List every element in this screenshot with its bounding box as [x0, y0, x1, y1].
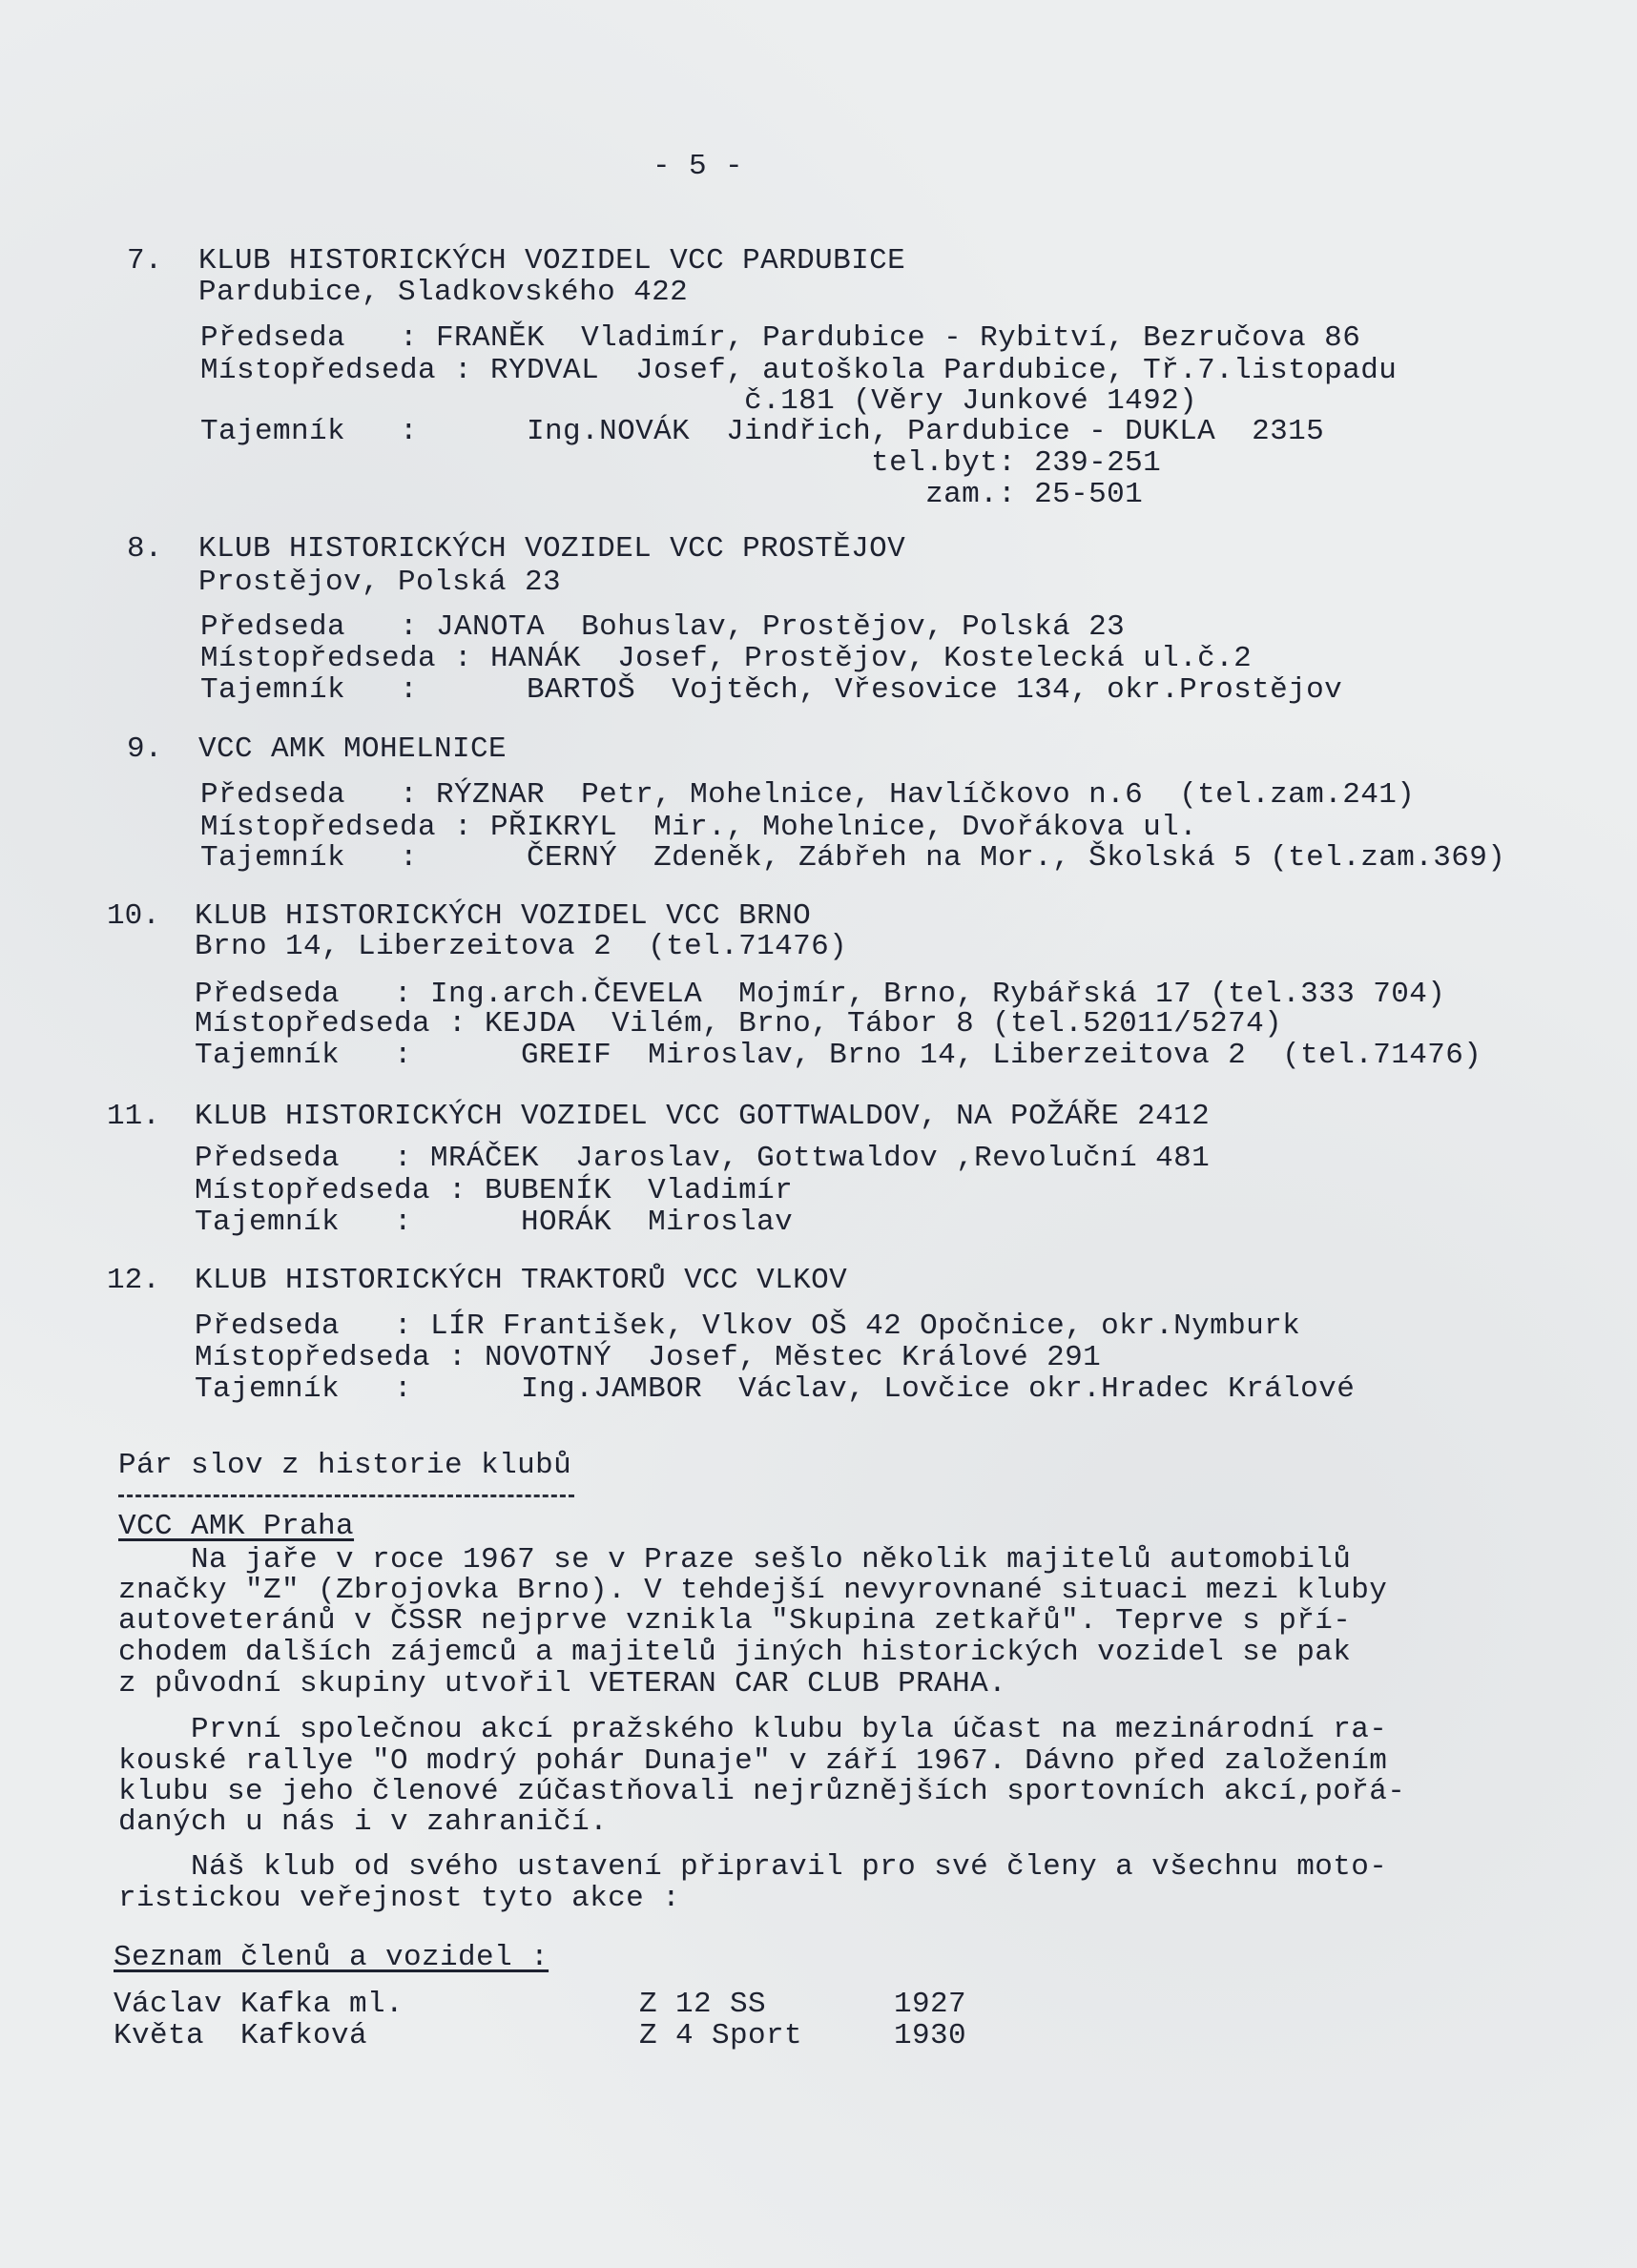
- club-number: 8.: [127, 532, 163, 566]
- club-number: 11.: [107, 1100, 160, 1133]
- paragraph-line: klubu se jeho členové zúčastňovali nejrůznějších sportovních akcí,pořá-: [118, 1775, 1406, 1808]
- members-heading: Seznam členů a vozidel :: [114, 1941, 549, 1974]
- club-officer-line: Tajemník : Ing.JAMBOR Václav, Lovčice okr.Hradec Králové: [195, 1372, 1356, 1406]
- member-car: Z 4 Sport: [639, 2019, 803, 2052]
- paragraph-line: První společnou akcí pražského klubu byla účast na mezinárodní ra-: [118, 1713, 1388, 1746]
- member-year: 1930: [894, 2019, 967, 2052]
- club-name: KLUB HISTORICKÝCH VOZIDEL VCC PROSTĚJOV: [198, 532, 906, 566]
- paragraph-line: Na jaře v roce 1967 se v Praze sešlo několik majitelů automobilů: [118, 1543, 1352, 1577]
- club-name: KLUB HISTORICKÝCH TRAKTORŮ VCC VLKOV: [195, 1264, 848, 1297]
- club-number: 7.: [127, 244, 163, 278]
- club-name: KLUB HISTORICKÝCH VOZIDEL VCC GOTTWALDOV, NA POŽÁŘE 2412: [195, 1100, 1211, 1133]
- member-year: 1927: [894, 1988, 967, 2021]
- club-officer-line: Tajemník : BARTOŠ Vojtěch, Vřesovice 134, okr.Prostějov: [200, 673, 1343, 707]
- member-name: Václav Kafka ml.: [114, 1988, 404, 2021]
- club-number: 10.: [107, 899, 160, 933]
- page-number: - 5 -: [653, 150, 744, 183]
- paragraph-line: z původní skupiny utvořil VETERAN CAR CLUB PRAHA.: [118, 1667, 1007, 1701]
- club-officer-line: Místopředseda : PŘIKRYL Mir., Mohelnice, Dvořákova ul.: [200, 811, 1198, 844]
- club-number: 12.: [107, 1264, 160, 1297]
- club-name: KLUB HISTORICKÝCH VOZIDEL VCC BRNO: [195, 899, 812, 933]
- member-car: Z 12 SS: [639, 1988, 767, 2021]
- history-subheading: VCC AMK Praha: [118, 1510, 355, 1543]
- club-officer-line: Místopředseda : RYDVAL Josef, autoškola Pardubice, Tř.7.listopadu: [200, 354, 1398, 387]
- club-officer-line: tel.byt: 239-251: [200, 446, 1162, 480]
- history-heading: Pár slov z historie klubů: [118, 1449, 572, 1482]
- club-officer-line: Místopředseda : HANÁK Josef, Prostějov, Kostelecká ul.č.2: [200, 642, 1253, 675]
- club-officer-line: Místopředseda : KEJDA Vilém, Brno, Tábor 8 (tel.52011/5274): [195, 1007, 1283, 1041]
- paragraph-line: chodem dalších zájemců a majitelů jiných historických vozidel se pak: [118, 1636, 1352, 1669]
- paragraph-line: autoveteránů v ČSSR nejprve vznikla "Skupina zetkařů". Teprve s pří-: [118, 1604, 1352, 1638]
- club-officer-line: Předseda : JANOTA Bohuslav, Prostějov, Polská 23: [200, 610, 1126, 644]
- club-officer-line: Předseda : FRANĚK Vladimír, Pardubice - Rybitví, Bezručova 86: [200, 321, 1361, 355]
- club-officer-line: Předseda : Ing.arch.ČEVELA Mojmír, Brno, Rybářská 17 (tel.333 704): [195, 978, 1446, 1011]
- club-address: Prostějov, Polská 23: [198, 566, 562, 599]
- club-officer-line: Tajemník : GREIF Miroslav, Brno 14, Liberzeitova 2 (tel.71476): [195, 1039, 1482, 1072]
- club-officer-line: zam.: 25-501: [200, 478, 1144, 511]
- club-name: VCC AMK MOHELNICE: [198, 732, 508, 766]
- club-officer-line: Místopředseda : BUBENÍK Vladimír: [195, 1174, 794, 1207]
- club-officer-line: Tajemník : Ing.NOVÁK Jindřich, Pardubice - DUKLA 2315: [200, 415, 1325, 448]
- paragraph-line: kouské rallye "O modrý pohár Dunaje" v září 1967. Dávno před založením: [118, 1744, 1388, 1778]
- heading-dashed-rule: [118, 1495, 574, 1497]
- club-address: Pardubice, Sladkovského 422: [198, 276, 689, 309]
- club-officer-line: Předseda : LÍR František, Vlkov OŠ 42 Opočnice, okr.Nymburk: [195, 1309, 1301, 1343]
- club-number: 9.: [127, 732, 163, 766]
- club-officer-line: č.181 (Věry Junkové 1492): [200, 384, 1198, 418]
- paragraph-line: značky "Z" (Zbrojovka Brno). V tehdejší nevyrovnané situaci mezi kluby: [118, 1574, 1388, 1607]
- club-officer-line: Tajemník : ČERNÝ Zdeněk, Zábřeh na Mor., Školská 5 (tel.zam.369): [200, 841, 1506, 875]
- club-officer-line: Tajemník : HORÁK Miroslav: [195, 1206, 794, 1239]
- member-name: Květa Kafková: [114, 2019, 368, 2052]
- club-officer-line: Předseda : RÝZNAR Petr, Mohelnice, Havlíčkovo n.6 (tel.zam.241): [200, 778, 1416, 812]
- paragraph-line: daných u nás i v zahraničí.: [118, 1805, 609, 1839]
- paragraph-line: Náš klub od svého ustavení připravil pro své členy a všechnu moto-: [118, 1850, 1388, 1884]
- club-address: Brno 14, Liberzeitova 2 (tel.71476): [195, 930, 848, 963]
- club-name: KLUB HISTORICKÝCH VOZIDEL VCC PARDUBICE: [198, 244, 906, 278]
- club-officer-line: Předseda : MRÁČEK Jaroslav, Gottwaldov ,Revoluční 481: [195, 1142, 1211, 1175]
- club-officer-line: Místopředseda : NOVOTNÝ Josef, Městec Králové 291: [195, 1341, 1102, 1374]
- paragraph-line: ristickou veřejnost tyto akce :: [118, 1882, 681, 1915]
